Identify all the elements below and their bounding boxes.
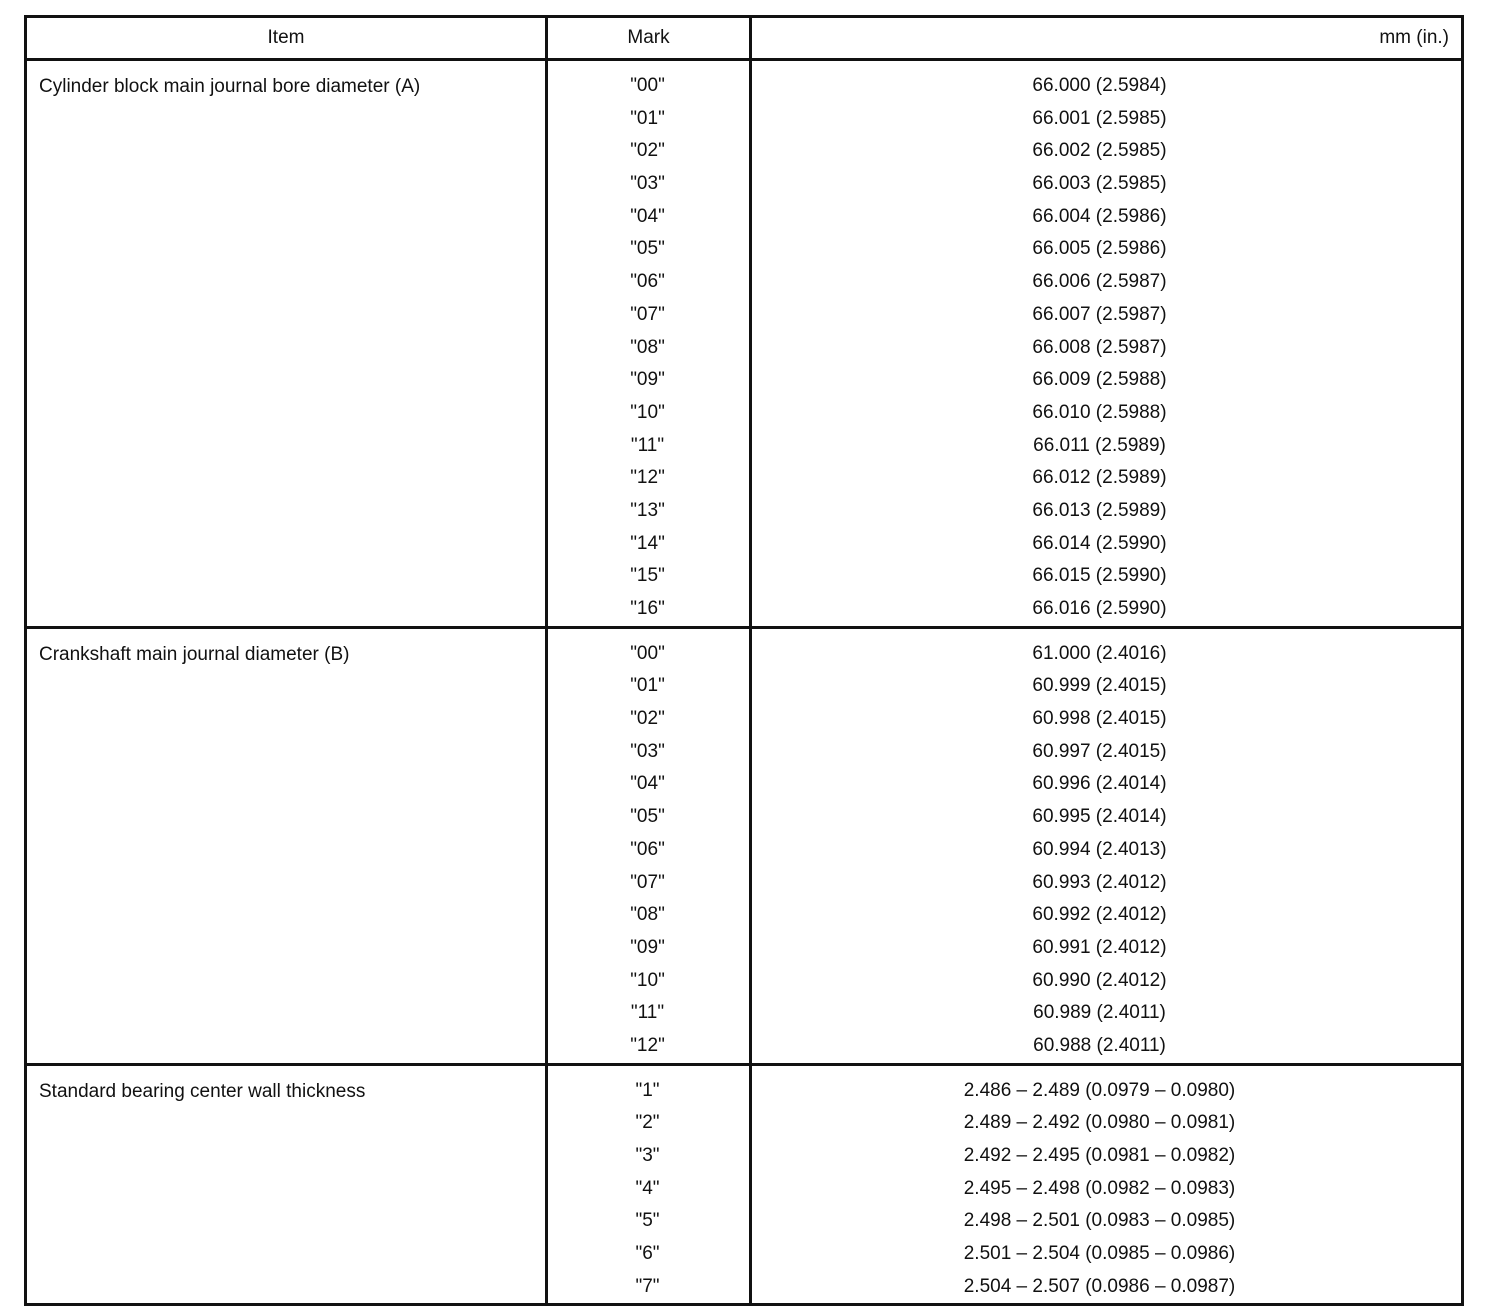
table-row: [26, 627, 1463, 1064]
mark-cell: "7": [635, 1275, 660, 1297]
header-unit: mm (in.): [751, 17, 1463, 60]
mark-cell: "06": [630, 271, 665, 293]
mark-cell: "5": [635, 1210, 660, 1232]
mark-cell: "09": [630, 936, 665, 958]
value-cell: 2.489 – 2.492 (0.0980 – 0.0981): [963, 1112, 1236, 1134]
value-cell: 60.989 (2.4011): [1033, 1002, 1166, 1024]
mark-cell: "01": [630, 675, 665, 697]
mark-cell: "4": [635, 1177, 660, 1199]
mark-cell: "05": [630, 238, 665, 260]
mark-cell: "6": [635, 1243, 660, 1265]
table-section: [26, 1064, 1463, 1305]
value-cell: 60.991 (2.4012): [1032, 936, 1167, 958]
mark-cell: "00": [630, 642, 665, 664]
mark-cell: "06": [630, 838, 665, 860]
mark-cell: "16": [630, 598, 665, 619]
value-cell: 60.997 (2.4015): [1032, 740, 1167, 762]
mark-list: [547, 627, 751, 1064]
value-cell: 66.012 (2.5989): [1032, 467, 1167, 489]
value-cell: 66.016 (2.5990): [1032, 598, 1167, 619]
value-list: [751, 1064, 1463, 1305]
value-cell: 60.988 (2.4011): [1033, 1034, 1166, 1056]
header-item: Item: [26, 17, 547, 60]
mark-cell: "2": [635, 1112, 660, 1134]
item-label: Standard bearing center wall thickness: [26, 1064, 547, 1305]
value-cell: 66.011 (2.5989): [1033, 434, 1166, 456]
mark-cell: "08": [630, 904, 665, 926]
mark-cell: "02": [630, 140, 665, 162]
table-section: [26, 627, 1463, 1064]
table-row: [26, 1064, 1463, 1305]
value-cell: 2.501 – 2.504 (0.0985 – 0.0986): [963, 1243, 1236, 1265]
table-row: [26, 60, 1463, 628]
value-cell: 60.996 (2.4014): [1032, 773, 1167, 795]
table-section: [26, 60, 1463, 628]
mark-cell: "12": [630, 467, 665, 489]
value-cell: 66.010 (2.5988): [1032, 401, 1167, 423]
value-cell: 66.001 (2.5985): [1032, 107, 1167, 129]
mark-cell: "09": [630, 369, 665, 391]
mark-cell: "13": [630, 499, 665, 521]
mark-cell: "02": [630, 708, 665, 730]
header-row: [26, 17, 1463, 60]
value-cell: 60.994 (2.4013): [1032, 838, 1167, 860]
value-cell: 60.993 (2.4012): [1032, 871, 1167, 893]
value-cell: 66.008 (2.5987): [1032, 336, 1167, 358]
value-cell: 66.000 (2.5984): [1032, 75, 1167, 96]
value-cell: 60.995 (2.4014): [1032, 806, 1167, 828]
mark-cell: "11": [630, 1002, 665, 1024]
mark-cell: "10": [630, 401, 665, 423]
value-cell: 60.990 (2.4012): [1032, 969, 1167, 991]
value-cell: 66.005 (2.5986): [1032, 238, 1167, 260]
mark-cell: "04": [630, 205, 665, 227]
mark-cell: "12": [630, 1034, 665, 1056]
value-cell: 66.013 (2.5989): [1032, 499, 1167, 521]
value-cell: 60.992 (2.4012): [1032, 904, 1167, 926]
mark-cell: "3": [635, 1145, 660, 1166]
value-cell: 66.009 (2.5988): [1032, 369, 1167, 391]
spec-table: [24, 15, 1464, 1306]
mark-cell: "11": [630, 434, 665, 456]
value-cell: 60.999 (2.4015): [1032, 675, 1167, 697]
table-header: [26, 17, 1463, 60]
value-cell: 66.015 (2.5990): [1032, 565, 1167, 587]
mark-cell: "00": [630, 75, 665, 96]
header-mark: Mark: [547, 17, 751, 60]
value-cell: 2.495 – 2.498 (0.0982 – 0.0983): [963, 1177, 1236, 1199]
mark-cell: "03": [630, 740, 665, 762]
value-list: [751, 627, 1463, 1064]
value-cell: 66.003 (2.5985): [1032, 173, 1167, 195]
value-cell: 66.002 (2.5985): [1032, 140, 1167, 162]
item-label: Crankshaft main journal diameter (B): [26, 627, 547, 1064]
value-cell: 61.000 (2.4016): [1032, 642, 1167, 664]
mark-list: [547, 60, 751, 628]
mark-cell: "14": [630, 532, 665, 554]
value-cell: 66.004 (2.5986): [1032, 205, 1167, 227]
value-cell: 60.998 (2.4015): [1032, 708, 1167, 730]
mark-cell: "04": [630, 773, 665, 795]
mark-cell: "03": [630, 173, 665, 195]
mark-cell: "05": [630, 806, 665, 828]
mark-list: [547, 1064, 751, 1305]
value-cell: 2.492 – 2.495 (0.0981 – 0.0982): [963, 1145, 1236, 1166]
mark-cell: "07": [630, 303, 665, 325]
value-cell: 2.498 – 2.501 (0.0983 – 0.0985): [963, 1210, 1236, 1232]
mark-cell: "08": [630, 336, 665, 358]
value-cell: 66.014 (2.5990): [1032, 532, 1167, 554]
value-list: [751, 60, 1463, 628]
item-label: Cylinder block main journal bore diameter (A): [26, 60, 547, 628]
mark-cell: "07": [630, 871, 665, 893]
value-cell: 66.007 (2.5987): [1032, 303, 1167, 325]
value-cell: 2.504 – 2.507 (0.0986 – 0.0987): [963, 1275, 1236, 1297]
mark-cell: "15": [630, 565, 665, 587]
mark-cell: "10": [630, 969, 665, 991]
value-cell: 2.486 – 2.489 (0.0979 – 0.0980): [963, 1079, 1236, 1101]
mark-cell: "1": [635, 1079, 660, 1101]
mark-cell: "01": [630, 107, 665, 129]
value-cell: 66.006 (2.5987): [1032, 271, 1167, 293]
